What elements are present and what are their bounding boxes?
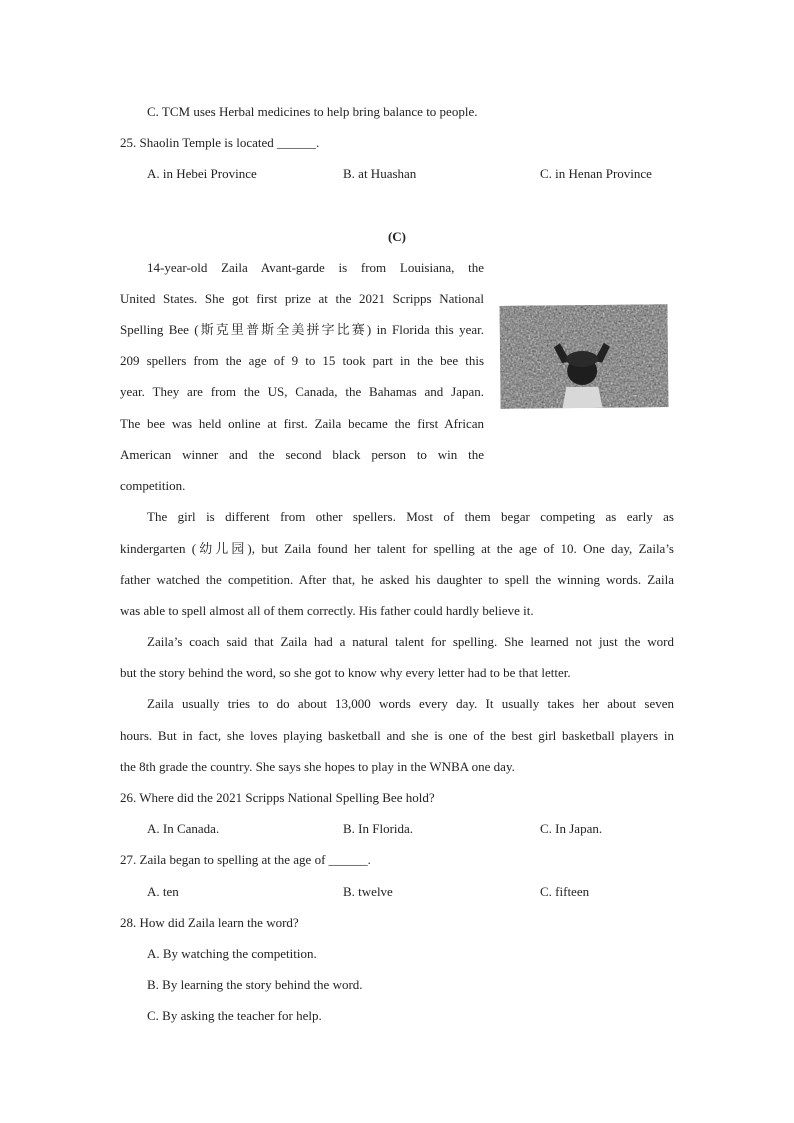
q26-option-b: B. In Florida. bbox=[343, 821, 414, 836]
passage-line: was able to spell almost all of them correctly. His father could hardly believe it. bbox=[120, 603, 534, 618]
q26-option-c: C. In Japan. bbox=[540, 821, 603, 836]
passage-line: American winner and the second black person to win the bbox=[120, 447, 484, 462]
passage-line: year. They are from the US, Canada, the Bahamas and Japan. bbox=[120, 384, 484, 399]
passage-line: father watched the competition. After that, he asked his daughter to spell the winning words. Zaila bbox=[120, 572, 674, 587]
q26-question: 26. Where did the 2021 Scripps National Spelling Bee hold? bbox=[120, 790, 435, 805]
q25-option-c: C. in Henan Province bbox=[540, 166, 652, 181]
q26-option-a: A. In Canada. bbox=[147, 821, 220, 836]
passage-line: The girl is different from other spellers. Most of them begar competing as early as bbox=[147, 509, 674, 524]
q24-option-c: C. TCM uses Herbal medicines to help bring balance to people. bbox=[147, 104, 478, 119]
q27-question: 27. Zaila began to spelling at the age of ______. bbox=[120, 852, 371, 867]
passage-line: but the story behind the word, so she got to know why every letter had to be that letter. bbox=[120, 665, 571, 680]
passage-line: competition. bbox=[120, 478, 186, 493]
speller-photo bbox=[499, 304, 668, 409]
q27-option-c: C. fifteen bbox=[540, 884, 590, 899]
q25-option-a: A. in Hebei Province bbox=[147, 166, 257, 181]
passage-line: kindergarten (幼儿园), but Zaila found her talent for spelling at the age of 10. One day, Zaila’s bbox=[120, 541, 674, 556]
passage-line: Zaila usually tries to do about 13,000 words every day. It usually takes her about seven bbox=[147, 696, 674, 711]
passage-line: 209 spellers from the age of 9 to 15 took part in the bee this bbox=[120, 353, 484, 368]
passage-line: the 8th grade the country. She says she hopes to play in the WNBA one day. bbox=[120, 759, 515, 774]
q25-option-b: B. at Huashan bbox=[343, 166, 417, 181]
section-title: (C) bbox=[387, 229, 407, 244]
passage-line: hours. But in fact, she loves playing basketball and she is one of the best girl basketball players in bbox=[120, 728, 674, 743]
passage-line: Zaila’s coach said that Zaila had a natural talent for spelling. She learned not just the word bbox=[147, 634, 674, 649]
q25-question: 25. Shaolin Temple is located ______. bbox=[120, 135, 320, 150]
q27-option-a: A. ten bbox=[147, 884, 179, 899]
passage-line: United States. She got first prize at the 2021 Scripps National bbox=[120, 291, 484, 306]
passage-line: The bee was held online at first. Zaila became the first African bbox=[120, 416, 484, 431]
q28-option-c: C. By asking the teacher for help. bbox=[147, 1008, 322, 1023]
passage-line: 14-year-old Zaila Avant-garde is from Louisiana, the bbox=[147, 260, 484, 275]
passage-line: Spelling Bee (斯克里普斯全美拼字比赛) in Florida this year. bbox=[120, 322, 484, 337]
q27-option-b: B. twelve bbox=[343, 884, 393, 899]
q28-option-a: A. By watching the competition. bbox=[147, 946, 317, 961]
q28-option-b: B. By learning the story behind the word. bbox=[147, 977, 363, 992]
q28-question: 28. How did Zaila learn the word? bbox=[120, 915, 299, 930]
